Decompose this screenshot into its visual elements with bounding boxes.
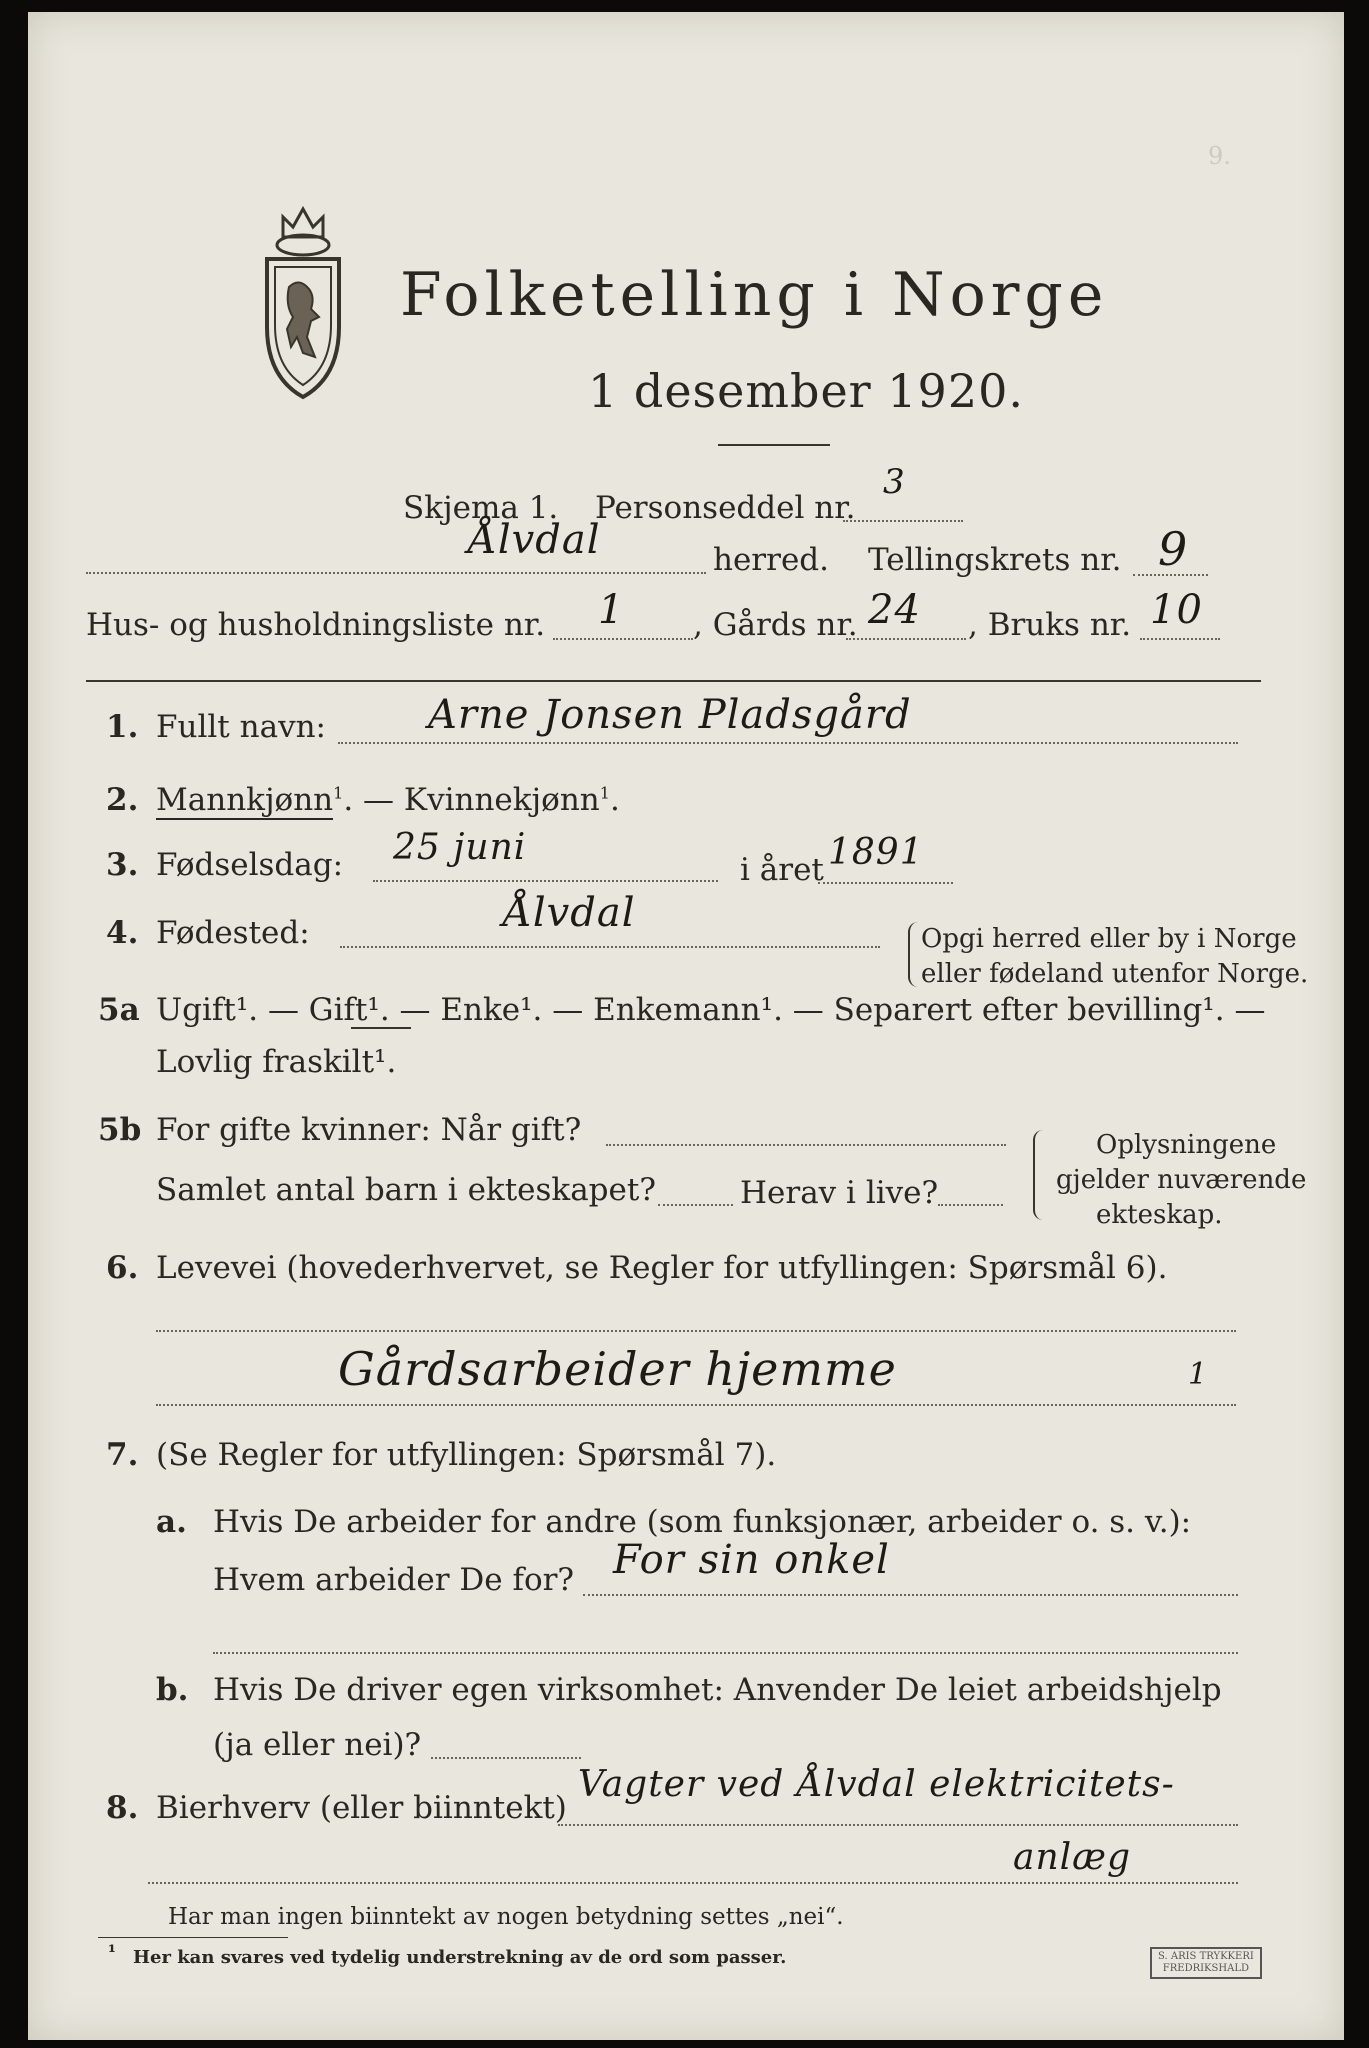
printer-stamp-line1: S. ARIS TRYKKERI: [1158, 1951, 1254, 1962]
q6-label: Levevei (hovederhvervet, se Regler for utfyllingen: Spørsmål 6).: [156, 1250, 1168, 1286]
year-line: [818, 882, 953, 884]
male-option: Mannkjønn: [156, 782, 334, 818]
q2-end: .: [609, 782, 620, 818]
q8-line1: [558, 1824, 1238, 1826]
q7a-line1: Hvis De arbeider for andre (som funksjonær, arbeider o. s. v.):: [213, 1504, 1192, 1540]
occupation-tick: 1: [1188, 1357, 1209, 1392]
title-divider: [718, 444, 830, 446]
q7a-line2: Hvem arbeider De for?: [213, 1562, 575, 1598]
q7a-line: [583, 1594, 1238, 1596]
tellingskrets-value: 9: [1158, 522, 1189, 576]
q6-line2: [156, 1404, 1236, 1406]
q5a-number: 5a: [98, 992, 140, 1028]
q7b-line1: Hvis De driver egen virksomhet: Anvender De leiet arbeidshjelp: [213, 1672, 1222, 1708]
birthyear-value: 1891: [828, 832, 924, 873]
hus-line: [553, 638, 693, 640]
herred-value: Ålvdal: [468, 517, 601, 563]
herred-label: herred.: [713, 542, 829, 578]
q5b-children-line: [658, 1204, 733, 1206]
bleed-through-text: 9.: [1208, 142, 1231, 170]
gards-line: [846, 638, 966, 640]
q5b-note-brace: [1033, 1130, 1043, 1220]
gards-label: , Gårds nr.: [693, 607, 858, 643]
side-income-value2: anlæg: [1013, 1837, 1132, 1878]
q3-line: [373, 880, 718, 882]
bruks-label: , Bruks nr.: [968, 607, 1132, 643]
birthdate-value: 25 juni: [393, 827, 527, 868]
printer-stamp-line2: FREDRIKSHALD: [1162, 1963, 1249, 1974]
q2-options: [156, 782, 620, 818]
male-sup: 1: [333, 783, 344, 803]
full-name-value: Arne Jonsen Pladsgård: [428, 692, 912, 738]
q4-note-line2: eller fødeland utenfor Norge.: [921, 959, 1309, 989]
q5b-number: 5b: [98, 1112, 142, 1148]
q4-note-brace: [908, 922, 918, 987]
employer-value: For sin onkel: [613, 1537, 890, 1583]
q5b-line1: For gifte kvinner: Når gift?: [156, 1112, 582, 1148]
q5a-line1: Ugift¹. — Gift¹. — Enke¹. — Enkemann¹. — Separert efter bevilling¹. —: [156, 992, 1266, 1028]
q4-label: Fødested:: [156, 915, 310, 951]
gift-underline: [351, 1027, 411, 1029]
page-title: Folketelling i Norge: [400, 260, 1109, 330]
q8-number: 8.: [106, 1790, 139, 1826]
q1-line: [338, 742, 1238, 744]
q8-note: Har man ingen biinntekt av nogen betydning settes „nei“.: [168, 1904, 844, 1930]
q2-number: 2.: [106, 782, 139, 818]
personseddel-line: [843, 520, 963, 522]
q7b-line: [431, 1757, 581, 1759]
q7-number: 7.: [106, 1437, 139, 1473]
female-sup: 1: [599, 783, 610, 803]
q1-label: Fullt navn:: [156, 709, 326, 745]
census-date: 1 desember 1920.: [588, 364, 1024, 418]
q5b-line2b: Herav i live?: [740, 1175, 939, 1211]
gards-value: 24: [868, 587, 921, 633]
footnote-rule: [98, 1937, 288, 1938]
q8-label: Bierhverv (eller biinntekt): [156, 1790, 567, 1826]
q7-label: (Se Regler for utfyllingen: Spørsmål 7).: [156, 1437, 777, 1473]
q5b-note-line1: Oplysningene: [1096, 1130, 1277, 1160]
q7a-line-extra: [213, 1652, 1238, 1654]
q3-label: Fødselsdag:: [156, 847, 344, 883]
q4-note-line1: Opgi herred eller by i Norge: [921, 924, 1297, 954]
hus-value: 1: [598, 587, 625, 633]
bruks-line: [1140, 638, 1220, 640]
herred-line: [86, 572, 706, 574]
personseddel-label: Personseddel nr.: [595, 490, 856, 526]
q7a-number: a.: [156, 1504, 187, 1540]
q2-separator: . —: [343, 782, 404, 818]
q1-number: 1.: [106, 709, 139, 745]
q5b-married-line: [606, 1144, 1006, 1146]
q5a-line2: Lovlig fraskilt¹.: [156, 1044, 397, 1080]
female-option: Kvinnekjønn: [403, 782, 600, 818]
footnote-text: Her kan svares ved tydelig understrekning av de ord som passer.: [133, 1947, 787, 1968]
occupation-value: Gårdsarbeider hjemme: [338, 1342, 897, 1396]
year-label: i året: [740, 852, 824, 888]
header-rule: [86, 680, 1261, 682]
q5b-note-line2: gjelder nuværende: [1056, 1165, 1307, 1195]
birthplace-value: Ålvdal: [503, 890, 636, 936]
q6-number: 6.: [106, 1250, 139, 1286]
q7b-line2: (ja eller nei)?: [213, 1727, 422, 1763]
side-income-value1: Vagter ved Ålvdal elektricitets-: [578, 1764, 1175, 1805]
q5b-note-line3: ekteskap.: [1096, 1200, 1223, 1230]
census-form-page: [28, 12, 1344, 2040]
q5b-alive-line: [938, 1204, 1003, 1206]
q5b-line2a: Samlet antal barn i ekteskapet?: [156, 1172, 656, 1208]
footnote-mark: ¹: [108, 1942, 116, 1963]
q8-line2: [148, 1882, 1238, 1884]
personseddel-value: 3: [883, 462, 906, 502]
q6-line1: [156, 1330, 1236, 1332]
bruks-value: 10: [1150, 587, 1203, 633]
q4-number: 4.: [106, 915, 139, 951]
skjema-label: Skjema 1.: [403, 490, 559, 526]
printer-stamp: [1150, 1947, 1262, 1979]
norway-coat-of-arms-icon: [253, 197, 353, 407]
q3-number: 3.: [106, 847, 139, 883]
tellingskrets-label: Tellingskrets nr.: [868, 542, 1122, 578]
hus-label: Hus- og husholdningsliste nr.: [86, 607, 546, 643]
q7b-number: b.: [156, 1672, 189, 1708]
q4-line: [340, 946, 880, 948]
